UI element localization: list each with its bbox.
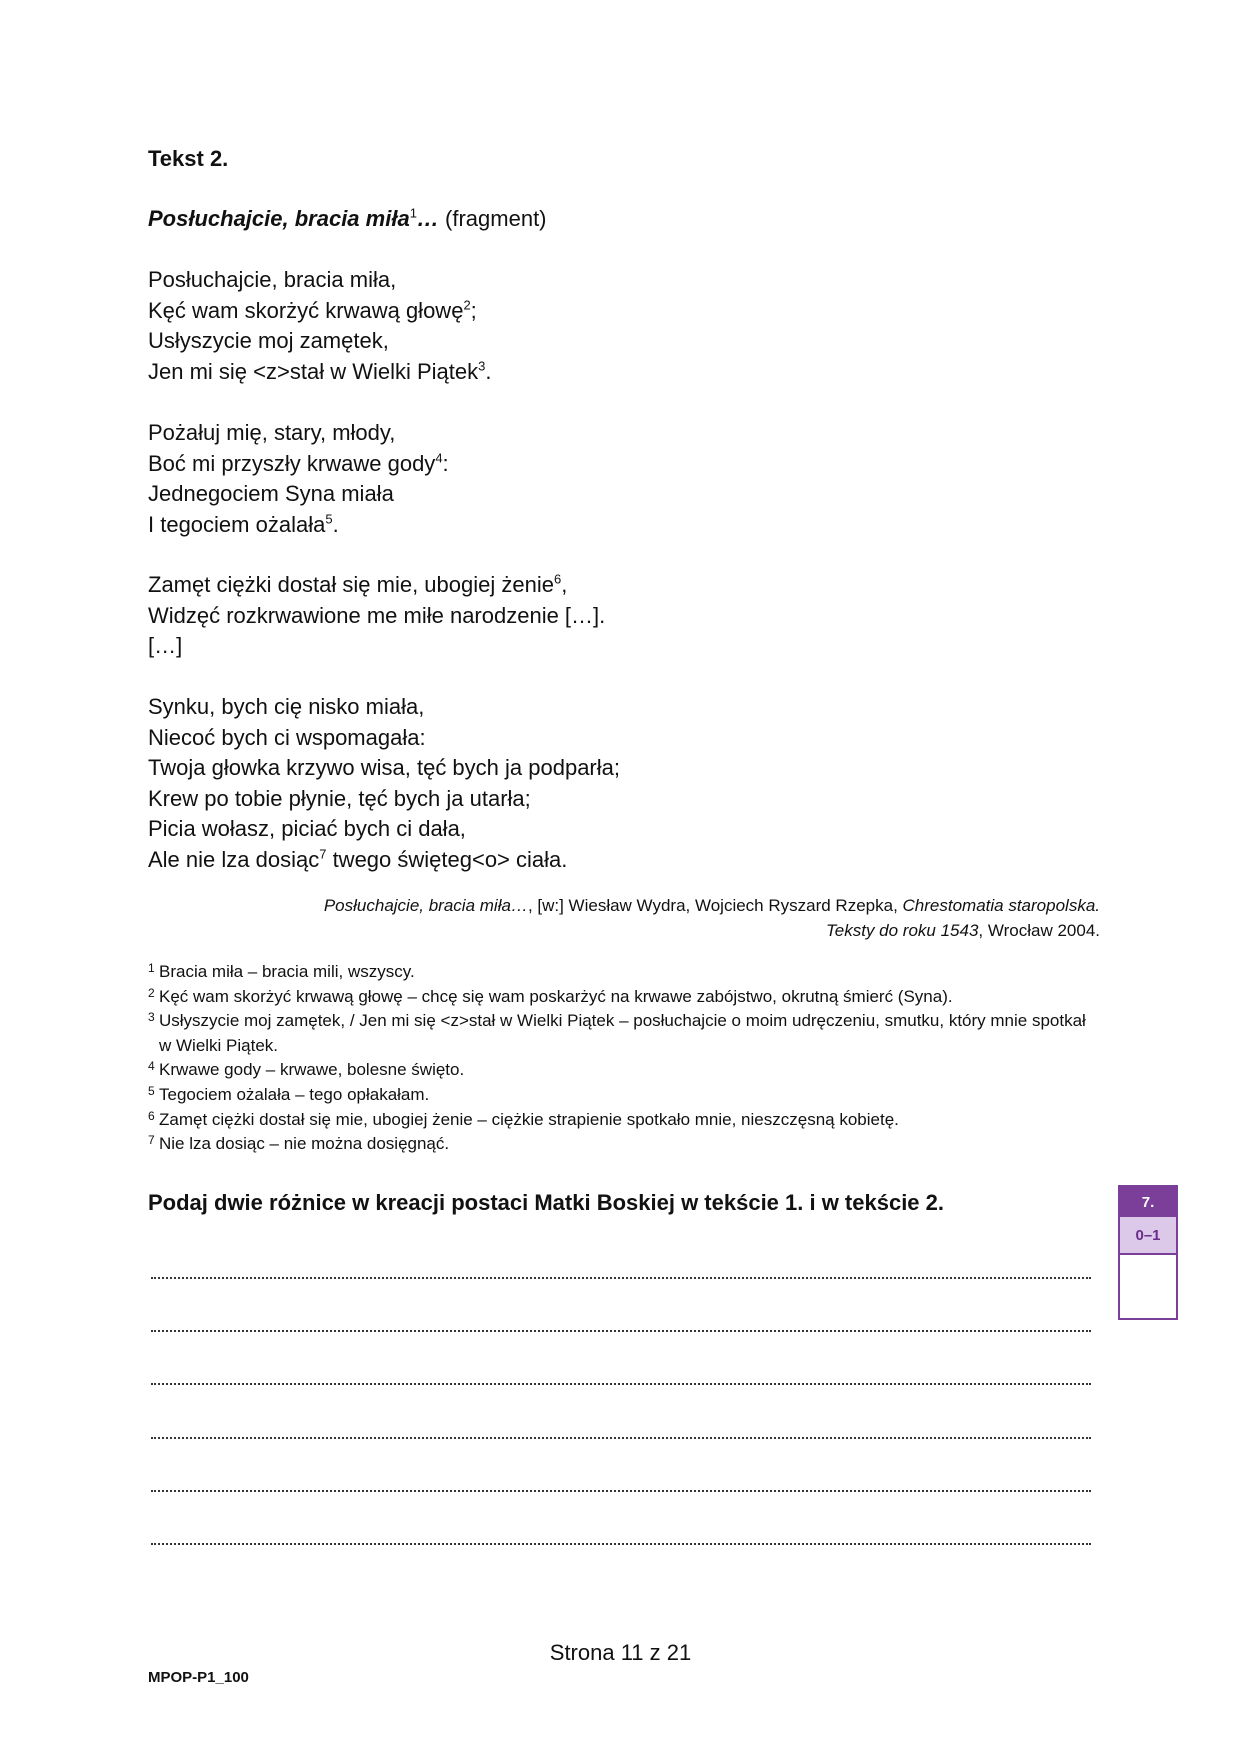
poem-line: Niecoć bych ci wspomagała: <box>148 724 426 750</box>
poem-line: Widzęć rozkrwawione me miłe narodzenie […]. <box>148 602 606 628</box>
score-range: 0–1 <box>1120 1217 1176 1255</box>
poem-line: Twoja głowka krzywo wisa, tęć bych ja podparła; <box>148 755 620 780</box>
footnote: 7 Nie lza dosiąc – nie można dosięgnąć. <box>148 1133 450 1154</box>
footnote-ref: 3 <box>478 358 486 374</box>
poem-line: Ale nie lza dosiąc$^7$ twego święteg<o> ciała. <box>148 846 568 872</box>
poem-title <box>148 206 547 232</box>
poem-line: Usłyszycie moj zamętek, <box>148 328 389 353</box>
poem-line: Pożałuj mię, stary, młody, <box>148 420 396 445</box>
source-citation <box>324 893 1100 943</box>
footnote-ref: 1 <box>409 205 417 221</box>
poem-line: Zamęt ciężki dostał się mie, ubogiej żenie$^6$, <box>148 571 568 597</box>
footnote: 5 Tegociem ożalała – tego opłakałam. <box>148 1083 430 1104</box>
footnote: 3 Usłyszycie moj zamętek, / Jen mi się <z>stał w Wielki Piątek – posłuchajcie o moim udręczeniu, smutku, który mnie spotkał w Wielki Piątek. <box>148 1010 1086 1055</box>
answer-line[interactable] <box>151 1437 1091 1439</box>
poem-line: […] <box>148 633 183 658</box>
footnote: 2 Kęć wam skorżyć krwawą głowę – chcę się wam poskarżyć na krwawe zabójstwo, okrutną śmierć (Syna). <box>148 985 953 1006</box>
footnote-ref: 5 <box>325 511 333 527</box>
poem-title-suffix: (fragment) <box>438 206 547 231</box>
footnotes <box>148 960 1098 1157</box>
poem-line: Synku, bych cię nisko miała, <box>148 694 425 719</box>
page-number: Strona 11 z 21 <box>549 1640 692 1665</box>
answer-line[interactable] <box>151 1543 1091 1545</box>
exam-code: MPOP-P1_100 <box>148 1669 249 1686</box>
footnote: 1 Bracia miła – bracia mili, wszyscy. <box>148 961 415 981</box>
task-question: Podaj dwie różnice w kreacji postaci Matki Boskiej w tekście 1. i w tekście 2. <box>148 1190 945 1215</box>
poem-line: Krew po tobie płynie, tęć bych ja utarła; <box>148 785 531 811</box>
poem-title-ellipsis: … <box>416 206 439 231</box>
footnote-ref: 7 <box>319 846 327 862</box>
poem-stanza-4 <box>148 692 620 875</box>
poem-line: Jednegociem Syna miała <box>148 481 394 506</box>
poem-line: Kęć wam skorżyć krwawą głowę$^2$; <box>148 297 477 323</box>
poem-line: Picia wołasz, piciać bych ci dała, <box>148 816 466 841</box>
answer-line[interactable] <box>151 1277 1091 1279</box>
score-task-number: 7. <box>1120 1187 1176 1217</box>
poem-stanza-1 <box>148 265 491 387</box>
footnote-ref: 2 <box>463 297 471 313</box>
footnote-ref: 6 <box>553 571 562 587</box>
poem-line: Boć mi przyszły krwawe gody$^4$: <box>148 450 449 476</box>
section-heading: Tekst 2. <box>148 146 229 171</box>
poem-line: I tegociem ożalała$^5$. <box>148 511 339 537</box>
poem-line: Jen mi się <z>stał w Wielki Piątek$^3$. <box>148 358 492 384</box>
score-box <box>1118 1185 1178 1320</box>
poem-line: Posłuchajcie, bracia miła, <box>148 267 397 292</box>
poem-title-text: Posłuchajcie, bracia miła <box>148 206 410 231</box>
poem-stanza-3 <box>148 570 605 662</box>
score-cell[interactable] <box>1120 1255 1176 1318</box>
answer-line[interactable] <box>151 1383 1091 1385</box>
poem-stanza-2 <box>148 418 449 540</box>
footnote: 6 Zamęt ciężki dostał się mie, ubogiej żenie – ciężkie strapienie spotkało mnie, nieszczęsną kobietę. <box>148 1108 899 1129</box>
source-line-1: Posłuchajcie, bracia miła…, [w:] Wiesław Wydra, Wojciech Ryszard Rzepka, Chrestomatia staropolska. <box>323 896 1100 915</box>
footnote: 4 Krwawe gody – krwawe, bolesne święto. <box>148 1059 465 1080</box>
answer-line[interactable] <box>151 1490 1091 1492</box>
source-line-2: Teksty do roku 1543, Wrocław 2004. <box>825 921 1100 940</box>
footnote-ref: 4 <box>435 450 443 466</box>
answer-line[interactable] <box>151 1330 1091 1332</box>
